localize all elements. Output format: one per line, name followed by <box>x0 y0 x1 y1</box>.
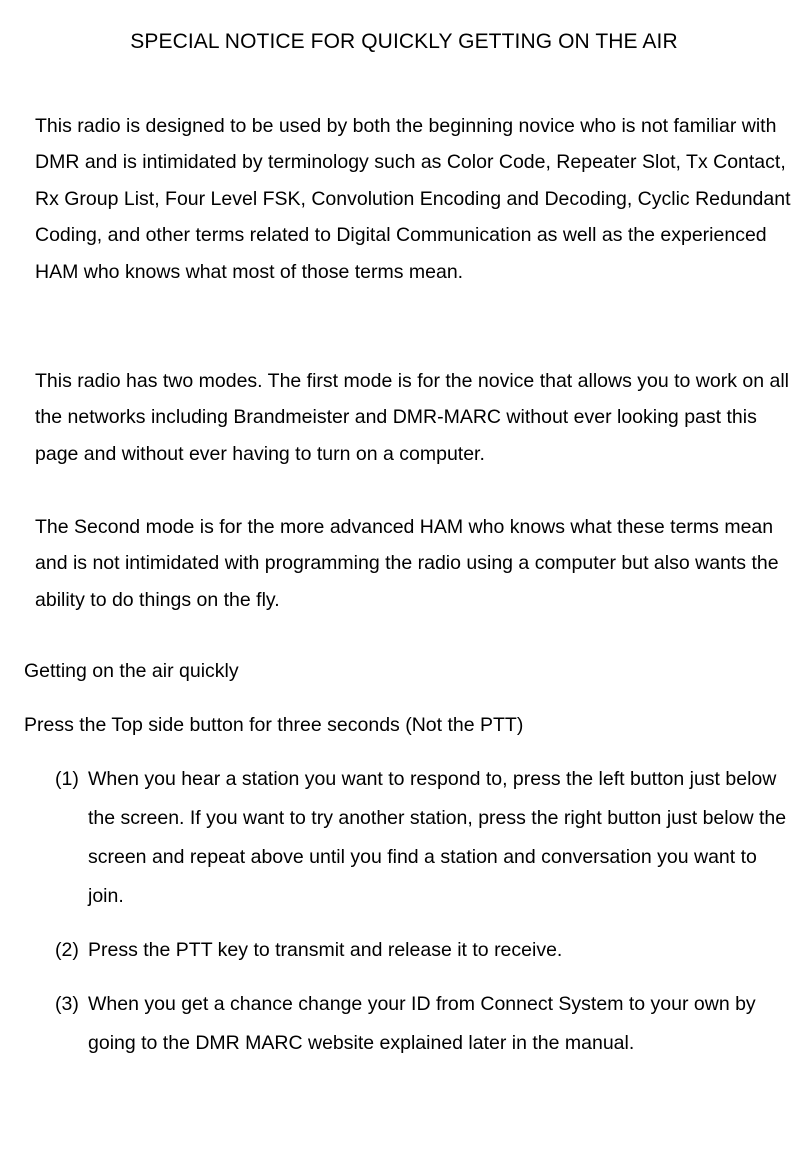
step-text: When you hear a station you want to respond to, press the left button just below the screen. If you want to try another station, press the right button just below the screen and repeat above until you find a station and conversation you want to join. <box>88 768 787 907</box>
step-item <box>55 985 790 1063</box>
modes-paragraph: This radio has two modes. The first mode is for the novice that allows you to work on all the networks including Brandmeister and DMR-MARC without ever looking past this page and without ever having to turn on a computer. <box>35 370 789 465</box>
step-number: (2) <box>55 939 79 961</box>
page-title: SPECIAL NOTICE FOR QUICKLY GETTING ON THE AIR <box>130 30 678 53</box>
section-heading: Getting on the air quickly <box>24 660 239 682</box>
intro-paragraph: This radio is designed to be used by both the beginning novice who is not familiar with DMR and is intimidated by terminology such as Color Code, Repeater Slot, Tx Contact, Rx Group List, Four Level FSK, Convolution Encoding and Decoding, Cyclic Redundant Coding, and other terms related to Digital Communication as well as the experienced HAM who knows what most of those terms mean. <box>35 115 791 283</box>
step-number: (1) <box>55 768 79 790</box>
instruction-line: Press the Top side button for three seconds (Not the PTT) <box>24 714 524 736</box>
step-item <box>55 760 790 916</box>
step-item <box>55 931 790 970</box>
second-mode-paragraph: The Second mode is for the more advanced HAM who knows what these terms mean and is not intimidated with programming the radio using a computer but also wants the ability to do things on the fly. <box>35 516 779 611</box>
step-number: (3) <box>55 993 79 1015</box>
step-text: Press the PTT key to transmit and release it to receive. <box>88 939 563 961</box>
step-text: When you get a chance change your ID from Connect System to your own by going to the DMR MARC website explained later in the manual. <box>88 993 756 1054</box>
